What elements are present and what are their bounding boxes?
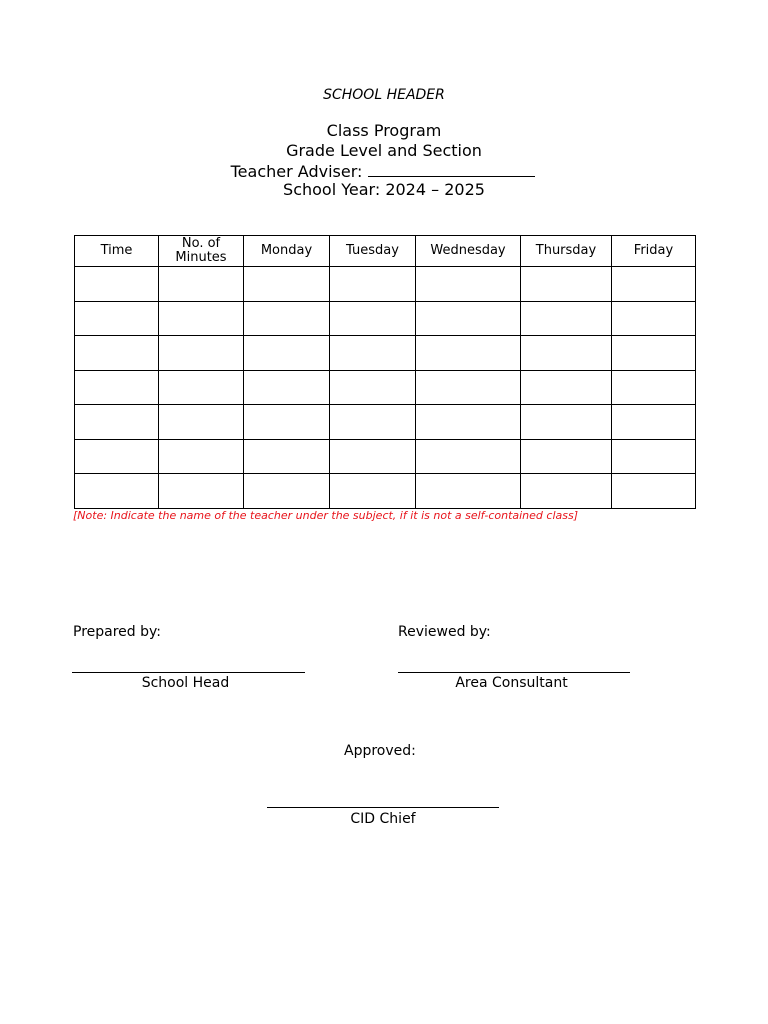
reviewed-by-title: Area Consultant bbox=[455, 675, 568, 691]
table-cell-time[interactable] bbox=[75, 370, 159, 405]
teacher-adviser-label: Teacher Adviser: bbox=[230, 162, 363, 181]
table-cell-minutes[interactable] bbox=[159, 301, 244, 336]
table-cell-friday[interactable] bbox=[612, 474, 696, 509]
document-title: Class Program bbox=[326, 121, 442, 140]
table-cell-monday[interactable] bbox=[244, 474, 330, 509]
table-cell-monday[interactable] bbox=[244, 336, 330, 371]
table-body bbox=[75, 267, 696, 509]
reviewed-by-label: Reviewed by: bbox=[398, 624, 491, 640]
table-cell-time[interactable] bbox=[75, 267, 159, 302]
table-cell-friday[interactable] bbox=[612, 336, 696, 371]
table-cell-wednesday[interactable] bbox=[416, 474, 521, 509]
table-cell-tuesday[interactable] bbox=[330, 405, 416, 440]
table-cell-tuesday[interactable] bbox=[330, 474, 416, 509]
approved-label: Approved: bbox=[344, 743, 416, 759]
table-cell-thursday[interactable] bbox=[521, 474, 612, 509]
table-row bbox=[75, 336, 696, 371]
table-cell-monday[interactable] bbox=[244, 301, 330, 336]
column-header-minutes: No. of Minutes bbox=[159, 236, 244, 267]
table-cell-minutes[interactable] bbox=[159, 336, 244, 371]
prepared-by-signature-line[interactable] bbox=[72, 672, 305, 673]
table-header-row bbox=[75, 236, 696, 267]
table-cell-friday[interactable] bbox=[612, 267, 696, 302]
table-cell-wednesday[interactable] bbox=[416, 336, 521, 371]
table-cell-friday[interactable] bbox=[612, 301, 696, 336]
table-cell-monday[interactable] bbox=[244, 439, 330, 474]
table-cell-minutes[interactable] bbox=[159, 474, 244, 509]
table-row bbox=[75, 267, 696, 302]
table-cell-minutes[interactable] bbox=[159, 370, 244, 405]
table-cell-wednesday[interactable] bbox=[416, 301, 521, 336]
table-cell-monday[interactable] bbox=[244, 405, 330, 440]
class-program-table bbox=[74, 235, 696, 509]
table-cell-monday[interactable] bbox=[244, 370, 330, 405]
table-cell-thursday[interactable] bbox=[521, 370, 612, 405]
table-cell-time[interactable] bbox=[75, 439, 159, 474]
table-cell-time[interactable] bbox=[75, 336, 159, 371]
table-cell-tuesday[interactable] bbox=[330, 301, 416, 336]
school-header: SCHOOL HEADER bbox=[323, 87, 445, 103]
teacher-adviser-line bbox=[0, 161, 767, 182]
approved-signature-line[interactable] bbox=[267, 807, 499, 808]
table-cell-minutes[interactable] bbox=[159, 439, 244, 474]
table-cell-time[interactable] bbox=[75, 474, 159, 509]
column-header-wednesday: Wednesday bbox=[416, 236, 521, 267]
table-cell-tuesday[interactable] bbox=[330, 370, 416, 405]
column-header-time: Time bbox=[75, 236, 159, 267]
column-header-friday: Friday bbox=[612, 236, 696, 267]
table-cell-friday[interactable] bbox=[612, 370, 696, 405]
teacher-adviser-blank[interactable] bbox=[368, 161, 535, 177]
prepared-by-title: School Head bbox=[141, 675, 230, 691]
table-cell-thursday[interactable] bbox=[521, 267, 612, 302]
school-year-line: School Year: 2024 – 2025 bbox=[283, 180, 485, 199]
table-row bbox=[75, 439, 696, 474]
table-cell-thursday[interactable] bbox=[521, 336, 612, 371]
prepared-by-label: Prepared by: bbox=[73, 624, 161, 640]
table-cell-time[interactable] bbox=[75, 301, 159, 336]
column-header-thursday: Thursday bbox=[521, 236, 612, 267]
grade-section-line: Grade Level and Section bbox=[286, 141, 482, 160]
column-header-tuesday: Tuesday bbox=[330, 236, 416, 267]
table-cell-time[interactable] bbox=[75, 405, 159, 440]
table-row bbox=[75, 301, 696, 336]
table-cell-thursday[interactable] bbox=[521, 301, 612, 336]
table-cell-thursday[interactable] bbox=[521, 405, 612, 440]
table-cell-thursday[interactable] bbox=[521, 439, 612, 474]
table-cell-minutes[interactable] bbox=[159, 405, 244, 440]
table-cell-friday[interactable] bbox=[612, 405, 696, 440]
table-row bbox=[75, 370, 696, 405]
table-cell-friday[interactable] bbox=[612, 439, 696, 474]
table-cell-tuesday[interactable] bbox=[330, 336, 416, 371]
table-row bbox=[75, 474, 696, 509]
table-cell-tuesday[interactable] bbox=[330, 267, 416, 302]
table-cell-wednesday[interactable] bbox=[416, 370, 521, 405]
table-cell-wednesday[interactable] bbox=[416, 267, 521, 302]
approved-title: CID Chief bbox=[350, 811, 416, 827]
column-header-monday: Monday bbox=[244, 236, 330, 267]
table-cell-tuesday[interactable] bbox=[330, 439, 416, 474]
table-cell-wednesday[interactable] bbox=[416, 405, 521, 440]
reviewed-by-signature-line[interactable] bbox=[398, 672, 630, 673]
teacher-note: [Note: Indicate the name of the teacher under the subject, if it is not a self-contained class] bbox=[73, 509, 578, 522]
table-cell-wednesday[interactable] bbox=[416, 439, 521, 474]
table-cell-monday[interactable] bbox=[244, 267, 330, 302]
table-row bbox=[75, 405, 696, 440]
table-cell-minutes[interactable] bbox=[159, 267, 244, 302]
